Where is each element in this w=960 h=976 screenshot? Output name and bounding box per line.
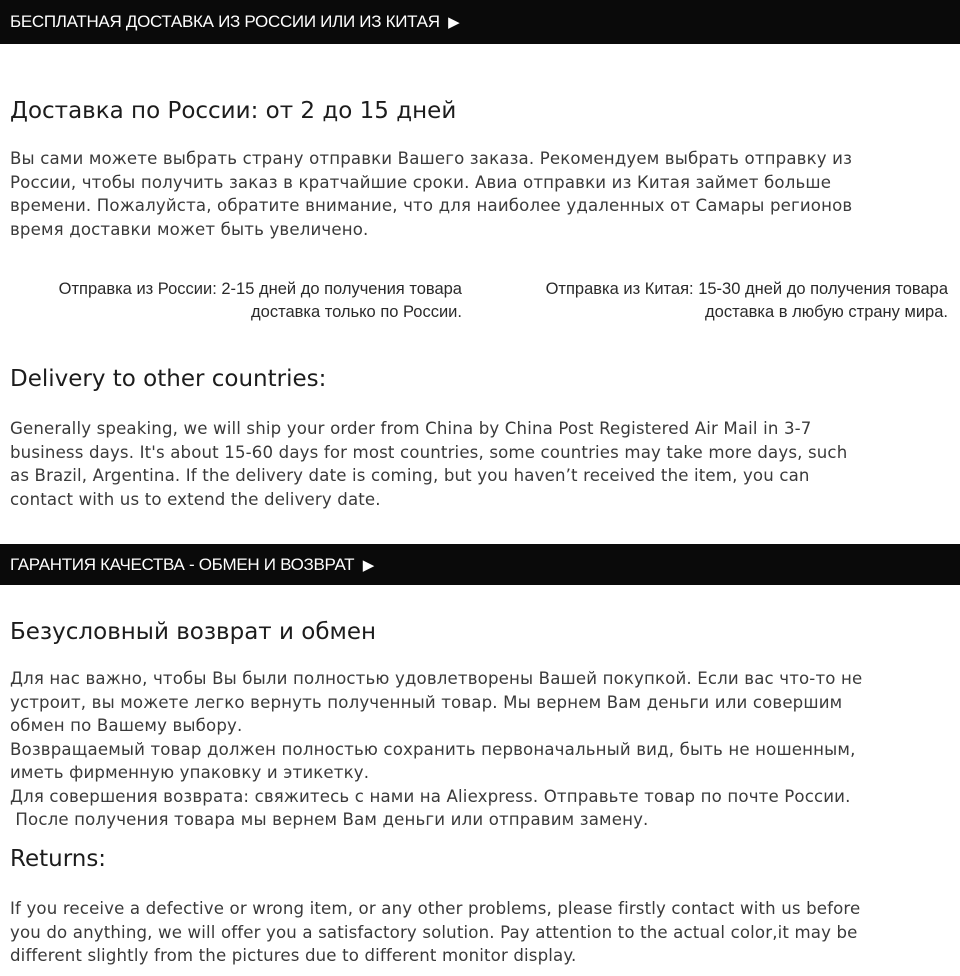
text-line: времени. Пожалуйста, обратите внимание, что для наиболее удаленных от Самары регионов [10,196,853,215]
text-line: Generally speaking, we will ship your order from China by China Post Registered Air Mail in 3-7 [10,419,812,438]
text-line: России, чтобы получить заказ в кратчайшие сроки. Авиа отправки из Китая займет больше [10,172,832,192]
ship-from-russia-note: доставка только по России. [251,303,462,321]
ship-from-russia-time: Отправка из России: 2-15 дней до получения товара [58,280,462,298]
ship-from-china [546,278,948,324]
banner-title: БЕСПЛАТНАЯ ДОСТАВКА ИЗ РОССИИ ИЛИ ИЗ КИТАЯ [10,12,440,31]
text-line: Для нас важно, чтобы Вы были полностью удовлетворены Вашей покупкой. Если вас что-то не [10,669,863,688]
play-arrow-icon: ▶ [448,14,460,31]
ship-from-russia [59,278,462,324]
ship-from-china-time: Отправка из Китая: 15-30 дней до получения товара [545,280,948,298]
russia-delivery-heading: Доставка по России: от 2 до 15 дней [10,98,457,124]
russia-delivery-text [10,147,960,241]
text-line: иметь фирменную упаковку и этикетку. [10,763,370,782]
returns-heading: Returns: [10,846,107,872]
text-line: If you receive a defective or wrong item, or any other problems, please firstly contact with us before [10,899,861,918]
text-line: устроит, вы можете легко вернуть полученный товар. Мы вернем Вам деньги или совершим [10,692,843,712]
text-line: время доставки может быть увеличено. [10,219,369,239]
text-line: contact with us to extend the delivery date. [10,489,381,509]
returns-text [10,897,960,968]
other-countries-text [10,417,960,511]
text-line: Возвращаемый товар должен полностью сохранить первоначальный вид, быть не ношенным, [10,739,856,759]
refund-text [10,667,960,832]
play-arrow-icon: ▶ [362,557,374,574]
text-line: Для совершения возврата: свяжитесь с нами на Aliexpress. Отправьте товар по почте России. [10,786,851,806]
text-line: business days. It's about 15-60 days for most countries, some countries may take more days, such [10,442,848,462]
text-line: обмен по Вашему выбору. [10,716,243,735]
quality-guarantee-banner [0,544,960,585]
refund-heading: Безусловный возврат и обмен [10,619,377,645]
other-countries-heading: Delivery to other countries: [10,366,327,392]
text-line: different slightly from the pictures due to different monitor display. [10,946,577,965]
text-line: Вы сами можете выбрать страну отправки Вашего заказа. Рекомендуем выбрать отправку из [10,149,853,168]
ship-from-china-note: доставка в любую страну мира. [705,303,948,321]
text-line: you do anything, we will offer you a satisfactory solution. Pay attention to the actual color,it may be [10,922,858,942]
free-shipping-banner [0,0,960,44]
banner-title: ГАРАНТИЯ КАЧЕСТВА - ОБМЕН И ВОЗВРАТ [10,555,355,574]
text-line: После получения товара мы вернем Вам деньги или отправим замену. [10,810,649,829]
text-line: as Brazil, Argentina. If the delivery date is coming, but you haven’t received the item, you can [10,466,810,485]
